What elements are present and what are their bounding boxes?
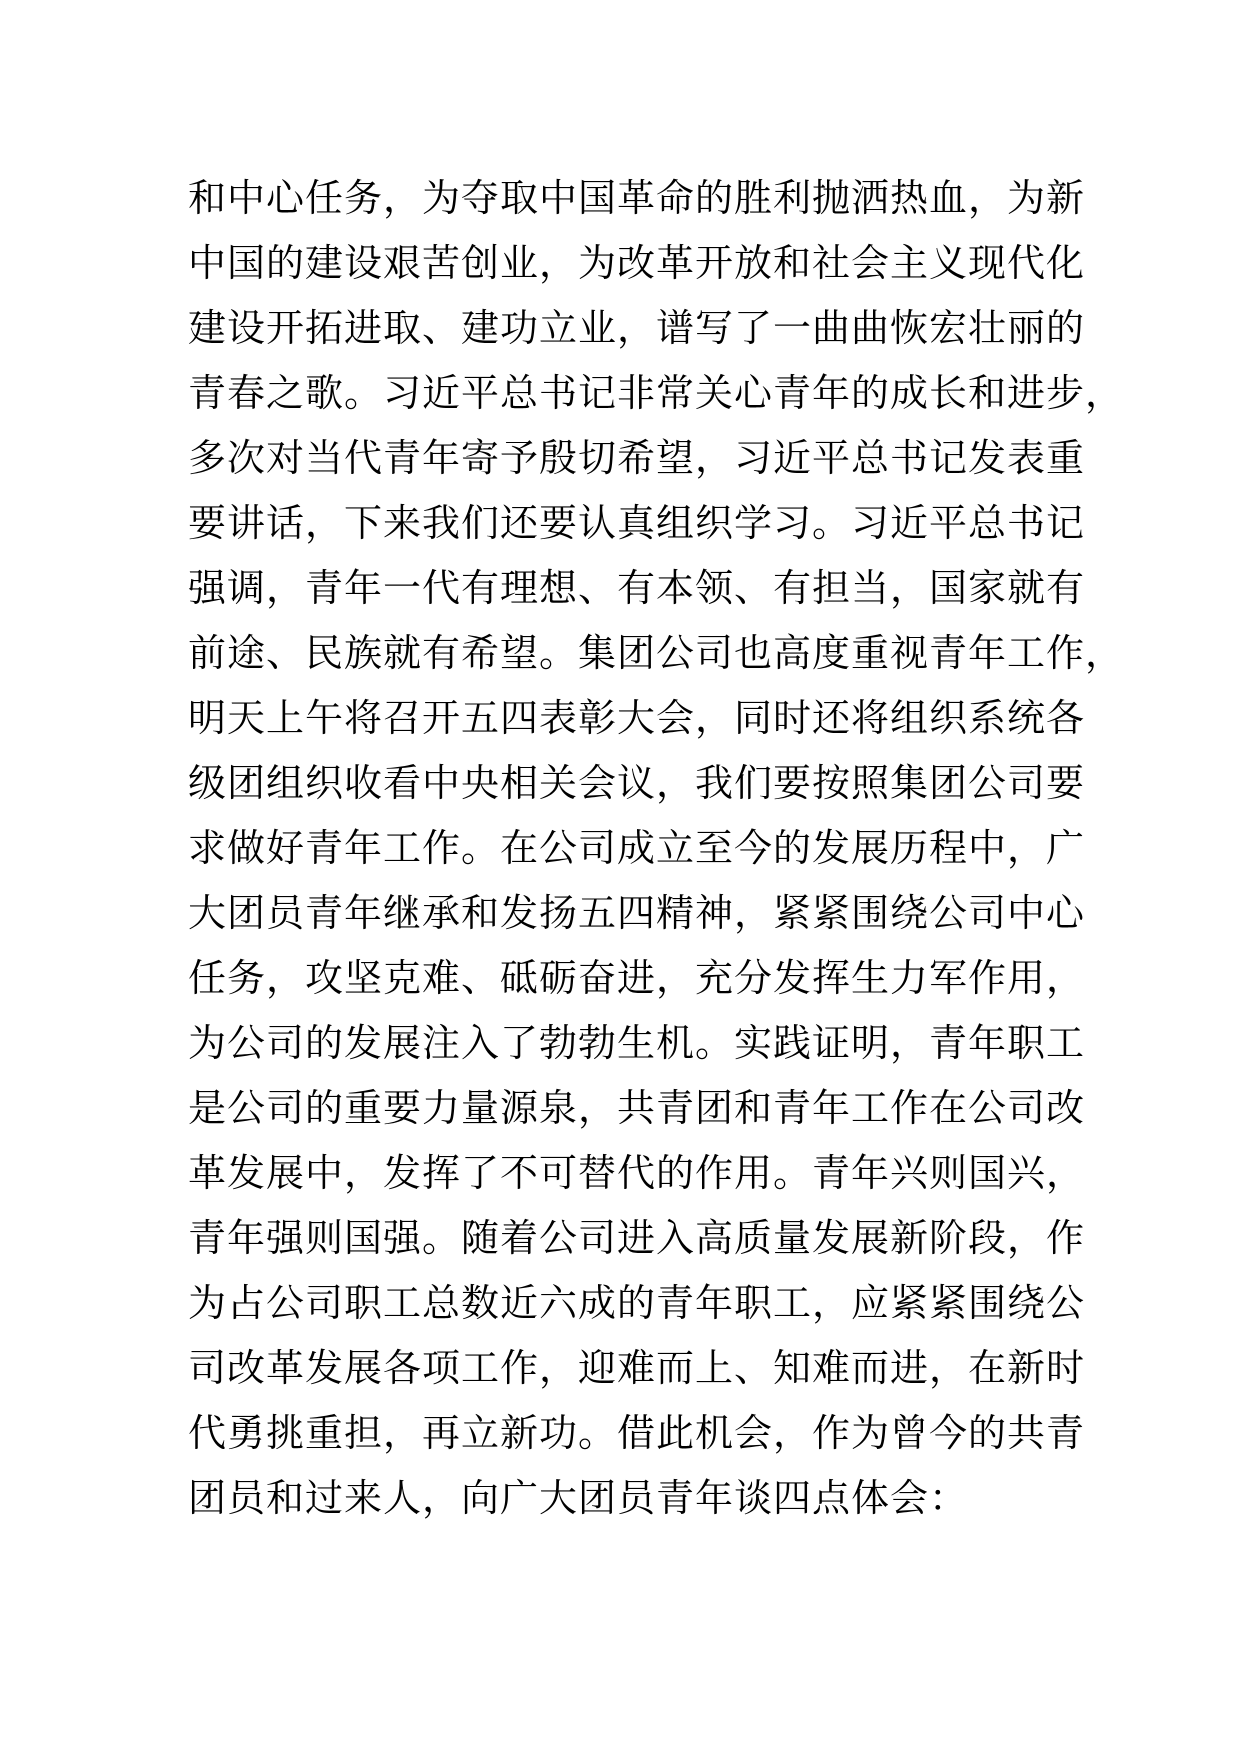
text-line: 团员和过来人，向广大团员青年谈四点体会： <box>188 1476 969 1520</box>
text-line: 和中心任务，为夺取中国革命的胜利抛洒热血，为新 <box>188 176 1086 220</box>
text-line: 中国的建设艰苦创业，为改革开放和社会主义现代化 <box>188 241 1086 285</box>
text-line: 要讲话，下来我们还要认真组织学习。习近平总书记 <box>188 501 1086 545</box>
text-line: 司改革发展各项工作，迎难而上、知难而进，在新时 <box>188 1346 1086 1390</box>
text-line: 青春之歌。习近平总书记非常关心青年的成长和进步， <box>188 371 1125 415</box>
text-line: 青年强则国强。随着公司进入高质量发展新阶段，作 <box>188 1216 1086 1260</box>
text-line: 强调，青年一代有理想、有本领、有担当，国家就有 <box>188 566 1086 610</box>
text-line: 革发展中，发挥了不可替代的作用。青年兴则国兴， <box>188 1151 1086 1195</box>
text-line: 级团组织收看中央相关会议，我们要按照集团公司要 <box>188 761 1086 805</box>
text-line: 代勇挑重担，再立新功。借此机会，作为曾今的共青 <box>188 1411 1086 1455</box>
text-line: 大团员青年继承和发扬五四精神，紧紧围绕公司中心 <box>188 891 1086 935</box>
text-line: 任务，攻坚克难、砥砺奋进，充分发挥生力军作用， <box>188 956 1086 1000</box>
text-line: 前途、民族就有希望。集团公司也高度重视青年工作， <box>188 631 1125 675</box>
body-text <box>188 172 1125 1537</box>
text-line: 为公司的发展注入了勃勃生机。实践证明，青年职工 <box>188 1021 1086 1065</box>
text-line: 为占公司职工总数近六成的青年职工，应紧紧围绕公 <box>188 1281 1086 1325</box>
text-line: 是公司的重要力量源泉，共青团和青年工作在公司改 <box>188 1086 1086 1130</box>
text-line: 多次对当代青年寄予殷切希望，习近平总书记发表重 <box>188 436 1086 480</box>
text-line: 建设开拓进取、建功立业，谱写了一曲曲恢宏壮丽的 <box>188 306 1086 350</box>
text-line: 求做好青年工作。在公司成立至今的发展历程中，广 <box>188 826 1086 870</box>
text-line: 明天上午将召开五四表彰大会，同时还将组织系统各 <box>188 696 1086 740</box>
